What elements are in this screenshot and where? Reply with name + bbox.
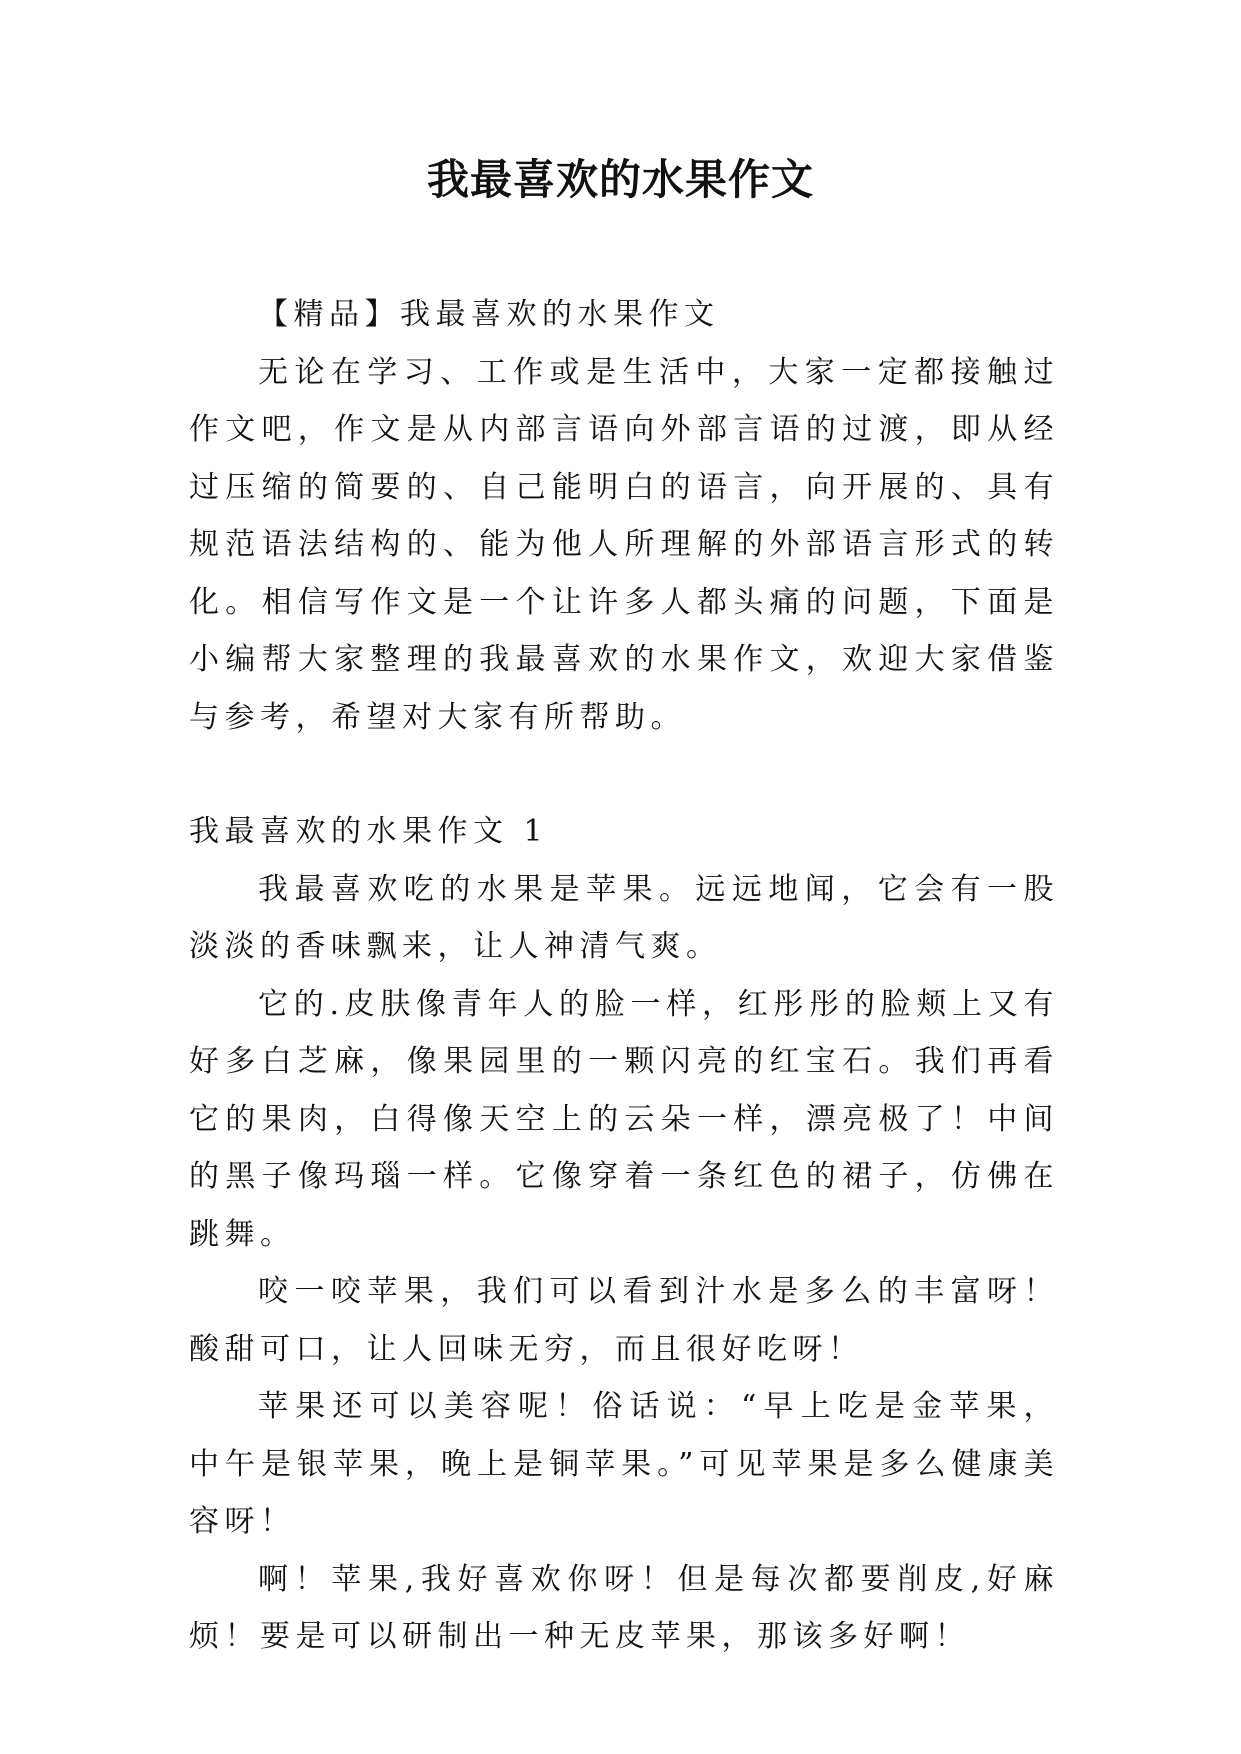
- section-title: 我最喜欢的水果作文 1: [189, 814, 549, 849]
- document-title: 我最喜欢的水果作文: [426, 155, 814, 204]
- body-paragraph-5: 啊！苹果,我好喜欢你呀！但是每次都要削皮,好麻烦！要是可以研制出一种无皮苹果，那该多好啊！: [189, 1561, 1059, 1654]
- body-paragraph-2: 它的.皮肤像青年人的脸一样，红彤彤的脸颊上又有好多白芝麻，像果园里的一颗闪亮的红宝石。我们再看它的果肉，白得像天空上的云朵一样，漂亮极了！中间的黑子像玛瑙一样。它像穿着一条红色的裙子，仿佛在跳舞。: [189, 986, 1059, 1252]
- intro-paragraph: 无论在学习、工作或是生活中，大家一定都接触过作文吧，作文是从内部言语向外部言语的过渡，即从经过压缩的简要的、自己能明白的语言，向开展的、具有规范语法结构的、能为他人所理解的外部语言形式的转化。相信写作文是一个让许多人都头痛的问题，下面是小编帮大家整理的我最喜欢的水果作文，欢迎大家借鉴与参考，希望对大家有所帮助。: [189, 354, 1059, 735]
- body-paragraph-1: 我最喜欢吃的水果是苹果。远远地闻，它会有一股淡淡的香味飘来，让人神清气爽。: [189, 871, 1059, 964]
- heading-line: 【精品】我最喜欢的水果作文: [258, 297, 720, 332]
- body-paragraph-3: 咬一咬苹果，我们可以看到汁水是多么的丰富呀！酸甜可口，让人回味无穷，而且很好吃呀！: [189, 1274, 1059, 1367]
- document-body: [189, 286, 1059, 1666]
- body-paragraph-4: 苹果还可以美容呢！俗话说：“早上吃是金苹果，中午是银苹果，晚上是铜苹果。”可见苹果是多么健康美容呀！: [189, 1389, 1059, 1539]
